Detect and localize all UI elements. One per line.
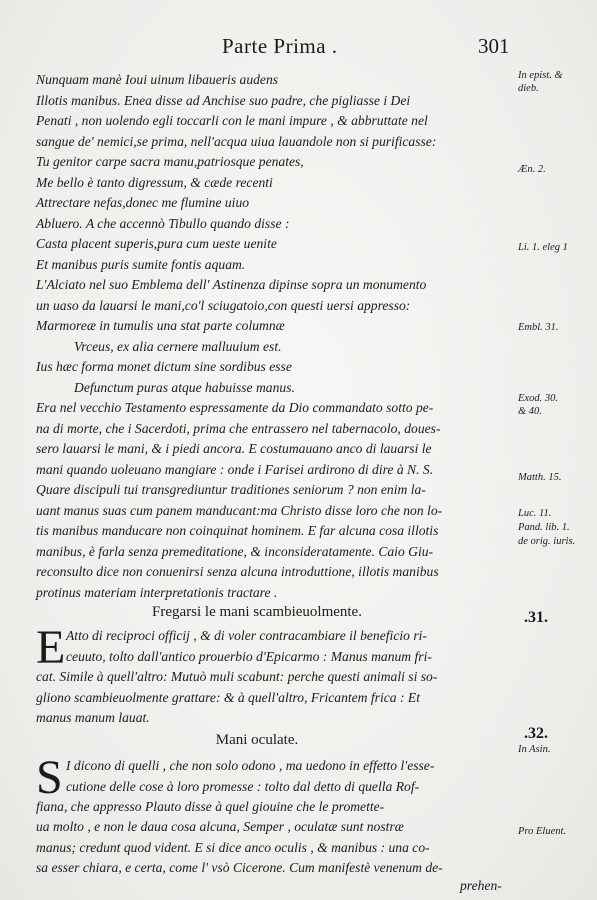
margin-note: Pand. lib. 1. (518, 522, 570, 533)
text-line: cutione delle cose à loro promesse : tolto dal detto di quella Rof- (66, 778, 420, 794)
text-line: Casta placent superis,pura cum ueste uenite (36, 236, 277, 251)
text-line: protinus materiam interpretationis tractare . (36, 584, 278, 600)
text-line: I dicono di quelli , che non solo odono , ma uedono in effetto l'esse- (66, 758, 435, 773)
text-line: L'Alciato nel suo Emblema dell' Astinenza dipinse sopra un monumento (36, 277, 427, 292)
text-line: Marmoreæ in tumulis una stat parte columnæ (36, 318, 285, 333)
text-line: na di morte, che i Sacerdoti, prima che entrassero nel tabernacolo, doues- (36, 420, 441, 436)
margin-note: & 40. (518, 406, 542, 417)
margin-note: Luc. 11. (518, 508, 552, 519)
section-2-text (36, 751, 514, 818)
text-line: sa esser chiara, e certa, come l' vsò Cicerone. Cum manifestè venenum de- (36, 860, 443, 875)
text-line: Vrceus, ex alia cernere malluuium est. (74, 338, 282, 354)
paragraph-1 (36, 70, 514, 603)
text-line: manus manum lauat. (36, 710, 150, 725)
margin-note: In Asin. (518, 744, 551, 755)
section-2-text-cont (36, 817, 514, 879)
margin-note: Li. 1. eleg 1 (518, 242, 568, 253)
text-line: Tu genitor carpe sacra manu,patriosque penates, (36, 154, 304, 169)
text-line: Nunquam manè Ioui uinum libaueris audens (36, 72, 279, 87)
text-line: uant manus suas cum panem manducant:ma Christo disse loro che non lo- (36, 502, 443, 518)
text-line: Ius hæc forma monet dictum sine sordibus esse (36, 359, 292, 374)
text-line: mani quando uoleuano mangiare : onde i Farisei ardirono di dire à N. S. (36, 461, 434, 477)
text-line: Penati , non uolendo egli toccarli con le mani impure , & abbruttate nel (36, 113, 428, 128)
margin-note: Matth. 15. (518, 472, 562, 483)
text-line: gliono scambieuolmente grattare: & à quell'altro, Fricantem frica : Et (36, 689, 420, 705)
drop-cap: E (36, 621, 66, 674)
margin-note: de orig. iuris. (518, 536, 576, 547)
margin-number: .32. (524, 725, 548, 742)
text-line: manus; credunt quod vident. E si dice anco oculis , & manibus : una co- (36, 839, 430, 855)
text-line: ua molto , e non le daua cosa alcuna, Semper , oculatæ sunt nostræ (36, 819, 404, 834)
text-line: Me bello è tanto digressum, & cæde recenti (36, 174, 273, 190)
text-line: Attrectare nefas,donec me flumine uiuo (36, 195, 250, 210)
margin-number: .31. (524, 609, 548, 626)
text-line: sangue de' nemici,se prima, nell'acqua uiua lauandole non si purificasse: (36, 133, 437, 149)
text-line: un uaso da lauarsi le mani,co'l sciugatoio,con questi uersi appresso: (36, 297, 411, 313)
section-heading-1: Fregarsi le mani scambieuolmente. (152, 604, 362, 620)
text-line: Defunctum puras atque habuisse manus. (74, 379, 295, 395)
margin-note: Embl. 31. (518, 322, 559, 333)
text-line: Atto di reciproci officij , & di voler contracambiare il beneficio ri- (66, 628, 427, 643)
running-title: Parte Prima . (222, 34, 338, 58)
margin-note: Æn. 2. (518, 164, 546, 175)
catchword: prehen- (460, 878, 502, 893)
page-number: 301 (478, 34, 510, 58)
drop-cap: S (36, 751, 63, 804)
text-line: reconsulto dice non conuenirsi senza alcuna introduttione, illotis manibus (36, 564, 439, 579)
text-line: cat. Simile à quell'altro: Mutuò muli scabunt: perche questi animali si so- (36, 669, 438, 684)
page-header (0, 34, 597, 60)
text-line: Abluero. A che accennò Tibullo quando disse : (36, 215, 290, 231)
text-line: Era nel vecchio Testamento espressamente da Dio commandato sotto pe- (36, 400, 434, 415)
text-line: Quare discipuli tui transgrediuntur traditiones seniorum ? non enim la- (36, 482, 426, 497)
section-1-text (36, 621, 514, 729)
text-line: sero lauarsi le mani, & i piedi ancora. E costumauano anco di lauarsi le (36, 441, 432, 456)
text-line: Et manibus puris sumite fontis aquam. (36, 256, 246, 272)
section-heading-2: Mani oculate. (215, 732, 299, 748)
text-line: fiana, che appresso Plauto disse à quel giouine che le promette- (36, 799, 385, 814)
text-line: manibus, è farla senza premeditatione, & inconsideratamente. Caio Giu- (36, 543, 434, 559)
margin-note: dieb. (518, 83, 539, 94)
text-line: Illotis manibus. Enea disse ad Anchise suo padre, che pigliasse i Dei (36, 92, 411, 108)
text-line: ceuuto, tolto dall'antico prouerbio d'Epicarmo : Manus manum fri- (66, 648, 432, 664)
main-text (36, 70, 514, 603)
margin-note: In epist. & (518, 70, 563, 81)
margin-note: Exod. 30. (518, 393, 558, 404)
text-line: tis manibus manducare non coinquinat hominem. E far alcuna cosa illotis (36, 523, 439, 538)
margin-note: Pro Eluent. (518, 826, 567, 837)
